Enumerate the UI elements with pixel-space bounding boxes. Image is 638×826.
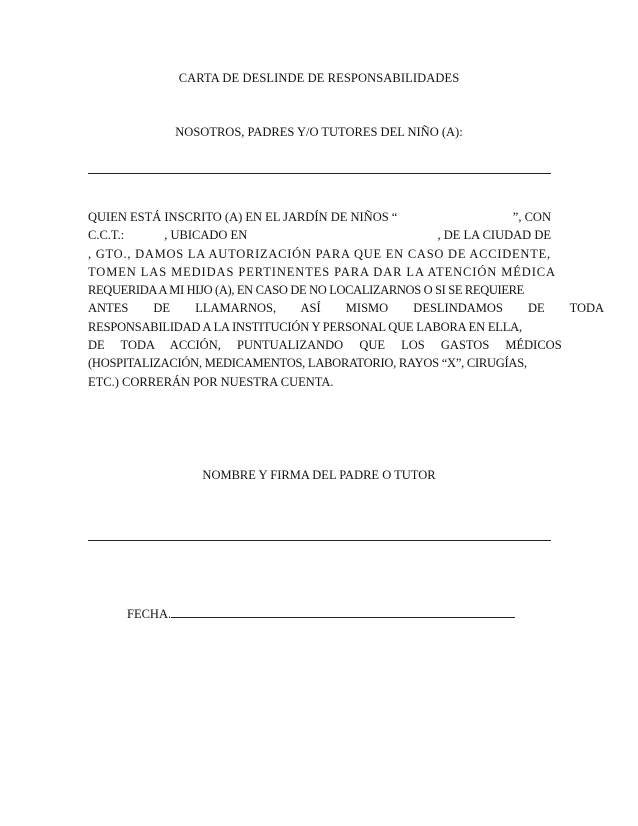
line-segment: REQUERIDA A MI HIJO (A), EN CASO DE NO LOCALIZARNOS O SI SE REQUIERE xyxy=(88,283,524,298)
date-field xyxy=(127,606,515,622)
line-segment: QUIEN ESTÁ INSCRITO (A) EN EL JARDÍN DE NIÑOS “ xyxy=(88,210,398,224)
paragraph-line xyxy=(88,318,551,336)
line-segment: ETC.) CORRERÁN POR NUESTRA CUENTA. xyxy=(88,374,334,389)
line-segment: ANTES DE LLAMARNOS, ASÍ MISMO DESLINDAMOS DE TODA xyxy=(88,301,605,316)
line-segment: C.C.T.: xyxy=(88,228,125,243)
line-segment: RESPONSABILIDAD A LA INSTITUCIÓN Y PERSONAL QUE LABORA EN ELLA, xyxy=(88,319,522,334)
paragraph-line xyxy=(88,299,605,317)
line-segment: DE TODA ACCIÓN, PUNTUALIZANDO QUE LOS GASTOS MÉDICOS xyxy=(88,338,562,353)
authorization-paragraph xyxy=(88,208,605,391)
date-blank-line xyxy=(171,606,515,618)
signature-label: NOMBRE Y FIRMA DEL PADRE O TUTOR xyxy=(202,468,436,482)
paragraph-line xyxy=(88,245,551,263)
line-segment: , UBICADO EN xyxy=(164,228,248,243)
paragraph-line xyxy=(88,263,556,281)
child-name-line xyxy=(88,173,551,174)
line-segment: TOMEN LAS MEDIDAS PERTINENTES PARA DAR LA ATENCIÓN MÉDICA xyxy=(88,264,556,279)
line-segment: , DE LA CIUDAD DE xyxy=(437,228,551,243)
paragraph-line xyxy=(88,208,551,226)
paragraph-line xyxy=(88,281,551,299)
paragraph-line xyxy=(88,354,551,372)
intro-statement: NOSOTROS, PADRES Y/O TUTORES DEL NIÑO (A): xyxy=(175,125,463,139)
paragraph-line xyxy=(88,226,551,244)
date-label: FECHA. xyxy=(127,607,172,621)
signature-line xyxy=(88,540,551,541)
line-segment: (HOSPITALIZACIÓN, MEDICAMENTOS, LABORATORIO, RAYOS “X”, CIRUGÍAS, xyxy=(88,356,527,371)
document-title: CARTA DE DESLINDE DE RESPONSABILIDADES xyxy=(178,71,460,85)
paragraph-line xyxy=(88,336,562,354)
line-segment: ”, CON xyxy=(512,210,551,224)
line-segment: , GTO., DAMOS LA AUTORIZACIÓN PARA QUE EN CASO DE ACCIDENTE, xyxy=(88,246,551,261)
paragraph-line xyxy=(88,373,551,391)
